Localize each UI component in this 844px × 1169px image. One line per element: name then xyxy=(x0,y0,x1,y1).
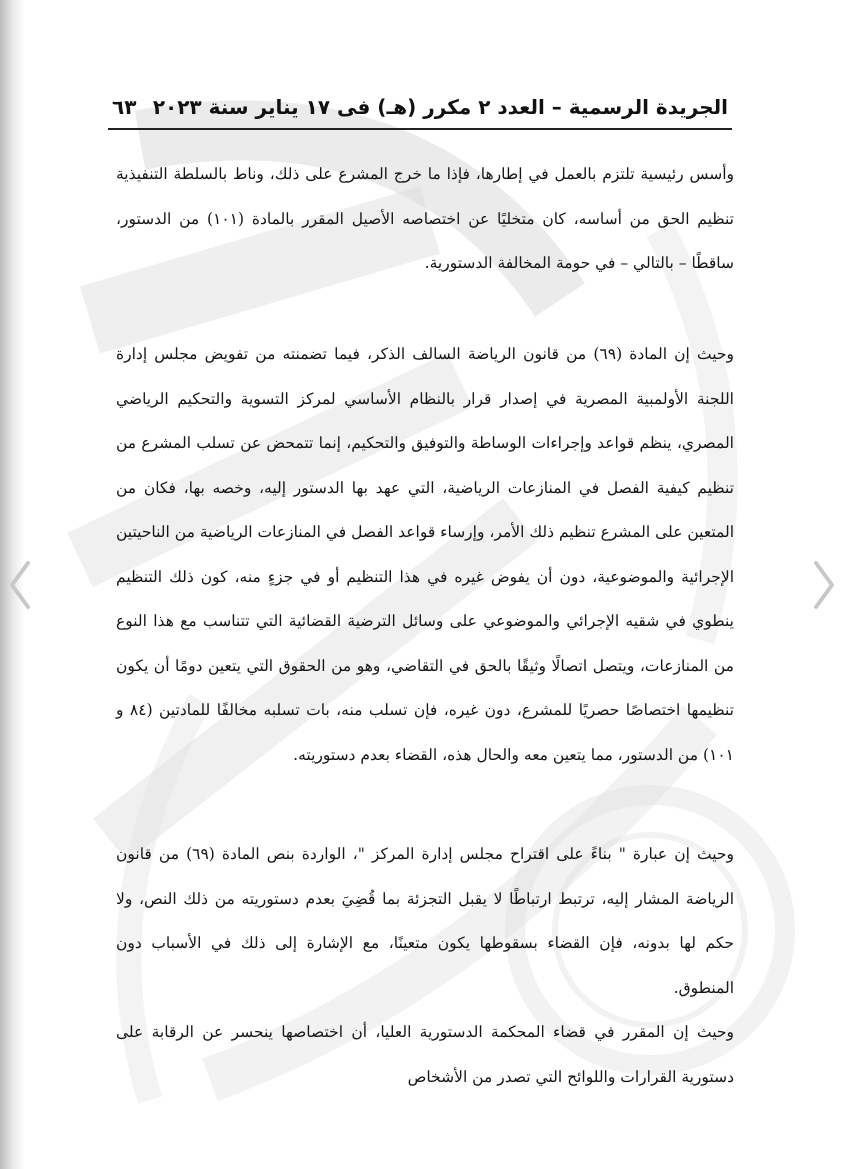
paragraph-4: وحيث إن المقرر في قضاء المحكمة الدستورية العليا، أن اختصاصها ينحسر عن الرقابة على دستورية القرارات واللوائح التي تصدر من الأشخاص xyxy=(116,1023,734,1086)
chevron-right-icon xyxy=(810,557,838,613)
gazette-title: الجريدة الرسمية – العدد ٢ مكرر (هـ) فى ١٧ يناير سنة ٢٠٢٣ xyxy=(152,95,728,119)
next-page-button[interactable] xyxy=(804,555,844,615)
header-rule xyxy=(108,128,732,130)
gazette-header xyxy=(112,92,728,122)
paragraph-2: وحيث إن المادة (٦٩) من قانون الرياضة السالف الذكر، فيما تضمنته من تفويض مجلس إدارة اللجنة الأولمبية المصرية في إصدار قرار بالنظام الأساسي لمركز التسوية والتحكيم الرياضي المصري، ينظم قواعد وإجراءات الوساطة والتوفيق والتحكيم، إنما تتمحض عن تسلب المشرع من تنظيم كيفية الفصل في المنازعات الرياضية، التي عهد بها الدستور إليه، وخصه بها، فكان من المتعين على المشرع تنظيم ذلك الأمر، وإرساء قواعد الفصل في المنازعات الرياضية من الناحيتين الإجرائية والموضوعية، دون أن يفوض غيره في هذا التنظيم أو في جزءٍ منه، كون ذلك التنظيم ينطوي في شقيه الإجرائي والموضوعي على وسائل الترضية القضائية التي تتناسب مع هذا النوع من المنازعات، ويتصل اتصالًا وثيقًا بالحق في التقاضي، وهو من الحقوق التي يتعين دومًا أن يكون تنظيمها اختصاصًا حصريًا للمشرع، دون غيره، فإن تسلب منه، بات تسلبه مخالفًا للمادتين (٨٤ و ١٠١) من الدستور، مما يتعين معه والحال هذه، القضاء بعدم دستوريته. xyxy=(116,345,734,764)
paragraph-1: وأسس رئيسية تلتزم بالعمل في إطارها، فإذا ما خرج المشرع على ذلك، وناط بالسلطة التنفيذية تنظيم الحق من أساسه، كان متخليًا عن اختصاصه الأصيل المقرر بالمادة (١٠١) من الدستور، ساقطًا – بالتالي – في حومة المخالفة الدستورية. xyxy=(116,165,734,272)
page-number: ٦٣ xyxy=(112,95,137,119)
prev-page-button[interactable] xyxy=(0,555,40,615)
paragraph-3: وحيث إن عبارة " بناءً على اقتراح مجلس إدارة المركز "، الواردة بنص المادة (٦٩) من قانون الرياضة المشار إليه، ترتبط ارتباطًا لا يقبل التجزئة بما قُضِيَ بعدم دستوريته من ذلك النص، ولا حكم لها بدونه، فإن القضاء بسقوطها يكون متعينًا، مع الإشارة إلى ذلك في الأسباب دون المنطوق. xyxy=(116,845,734,997)
chevron-left-icon xyxy=(6,557,34,613)
